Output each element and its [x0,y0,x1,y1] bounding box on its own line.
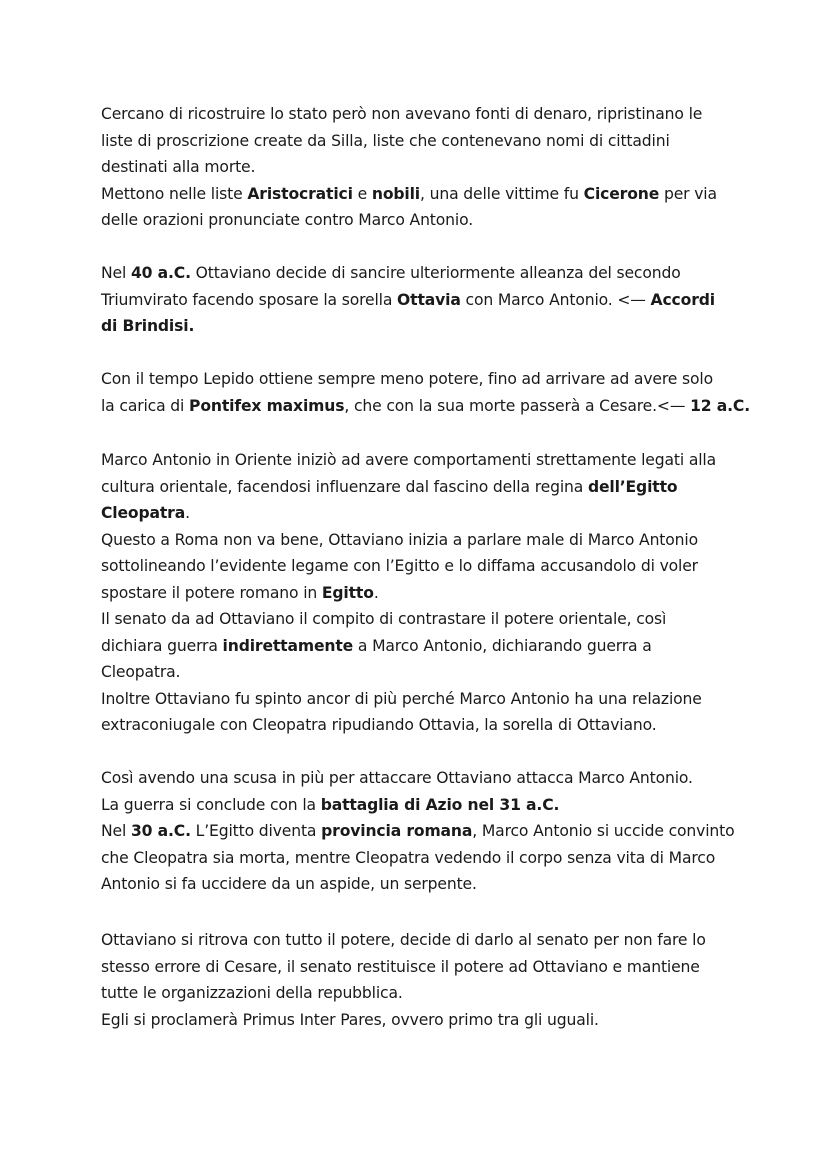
text-line: liste di proscrizione create da Silla, liste che contenevano nomi di cittadini [101,131,670,150]
text-line: sottolineando l’evidente legame con l’Egitto e lo diffama accusandolo di voler [101,557,698,575]
text-line: stesso errore di Cesare, il senato restituisce il potere ad Ottaviano e mantiene [101,957,700,976]
text-line: che Cleopatra sia morta, mentre Cleopatra vedendo il corpo senza vita di Marco [101,848,716,867]
text-line: Nel 30 a.C. L’Egitto diventa provincia romana, Marco Antonio si uccide convinto [101,822,735,840]
text-line: Marco Antonio in Oriente iniziò ad avere comportamenti strettamente legati alla [101,451,716,469]
text-line: cultura orientale, facendosi influenzare dal fascino della regina dell’Egitto [101,477,678,496]
paragraph-ottaviano [101,927,741,1033]
text-line: Nel 40 a.C. Ottaviano decide di sancire ulteriormente alleanza del secondo [101,264,681,282]
text-line: Così avendo una scusa in più per attaccare Ottaviano attacca Marco Antonio. [101,769,693,787]
text-line: Cercano di ricostruire lo stato però non avevano fonti di denaro, ripristinano le [101,105,703,123]
text-line: destinati alla morte. [101,158,256,176]
text-line: Antonio si fa uccidere da un aspide, un serpente. [101,875,477,893]
text-line: Mettono nelle liste Aristocratici e nobili, una delle vittime fu Cicerone per via [101,184,717,203]
text-line: Cleopatra. [101,504,190,522]
paragraph-cleopatra [101,447,741,739]
paragraph-azio [101,765,741,898]
text-line: tutte le organizzazioni della repubblica. [101,984,403,1002]
text-line: Inoltre Ottaviano fu spinto ancor di più perché Marco Antonio ha una relazione [101,689,702,708]
text-line: Egli si proclamerà Primus Inter Pares, ovvero primo tra gli uguali. [101,1010,599,1029]
text-line: Questo a Roma non va bene, Ottaviano inizia a parlare male di Marco Antonio [101,530,698,549]
text-line: extraconiugale con Cleopatra ripudiando Ottavia, la sorella di Ottaviano. [101,716,657,734]
text-line: Cleopatra. [101,663,181,681]
text-line: dichiara guerra indirettamente a Marco Antonio, dichiarando guerra a [101,636,652,655]
text-line: di Brindisi. [101,317,195,335]
text-line: Triumvirato facendo sposare la sorella Ottavia con Marco Antonio. <— Accordi [101,290,715,309]
paragraph-proscription [101,101,741,234]
text-line: la carica di Pontifex maximus, che con la sua morte passerà a Cesare.<— 12 a.C. [101,396,750,415]
text-line: delle orazioni pronunciate contro Marco Antonio. [101,211,473,229]
text-line: Ottaviano si ritrova con tutto il potere, decide di darlo al senato per non fare lo [101,931,706,949]
text-line: spostare il potere romano in Egitto. [101,583,379,602]
paragraph-lepido [101,366,750,419]
text-line: La guerra si conclude con la battaglia di Azio nel 31 a.C. [101,795,560,814]
paragraph-brindisi [101,260,741,340]
text-line: Con il tempo Lepido ottiene sempre meno potere, fino ad arrivare ad avere solo [101,370,713,388]
text-line: Il senato da ad Ottaviano il compito di contrastare il potere orientale, così [101,610,667,628]
